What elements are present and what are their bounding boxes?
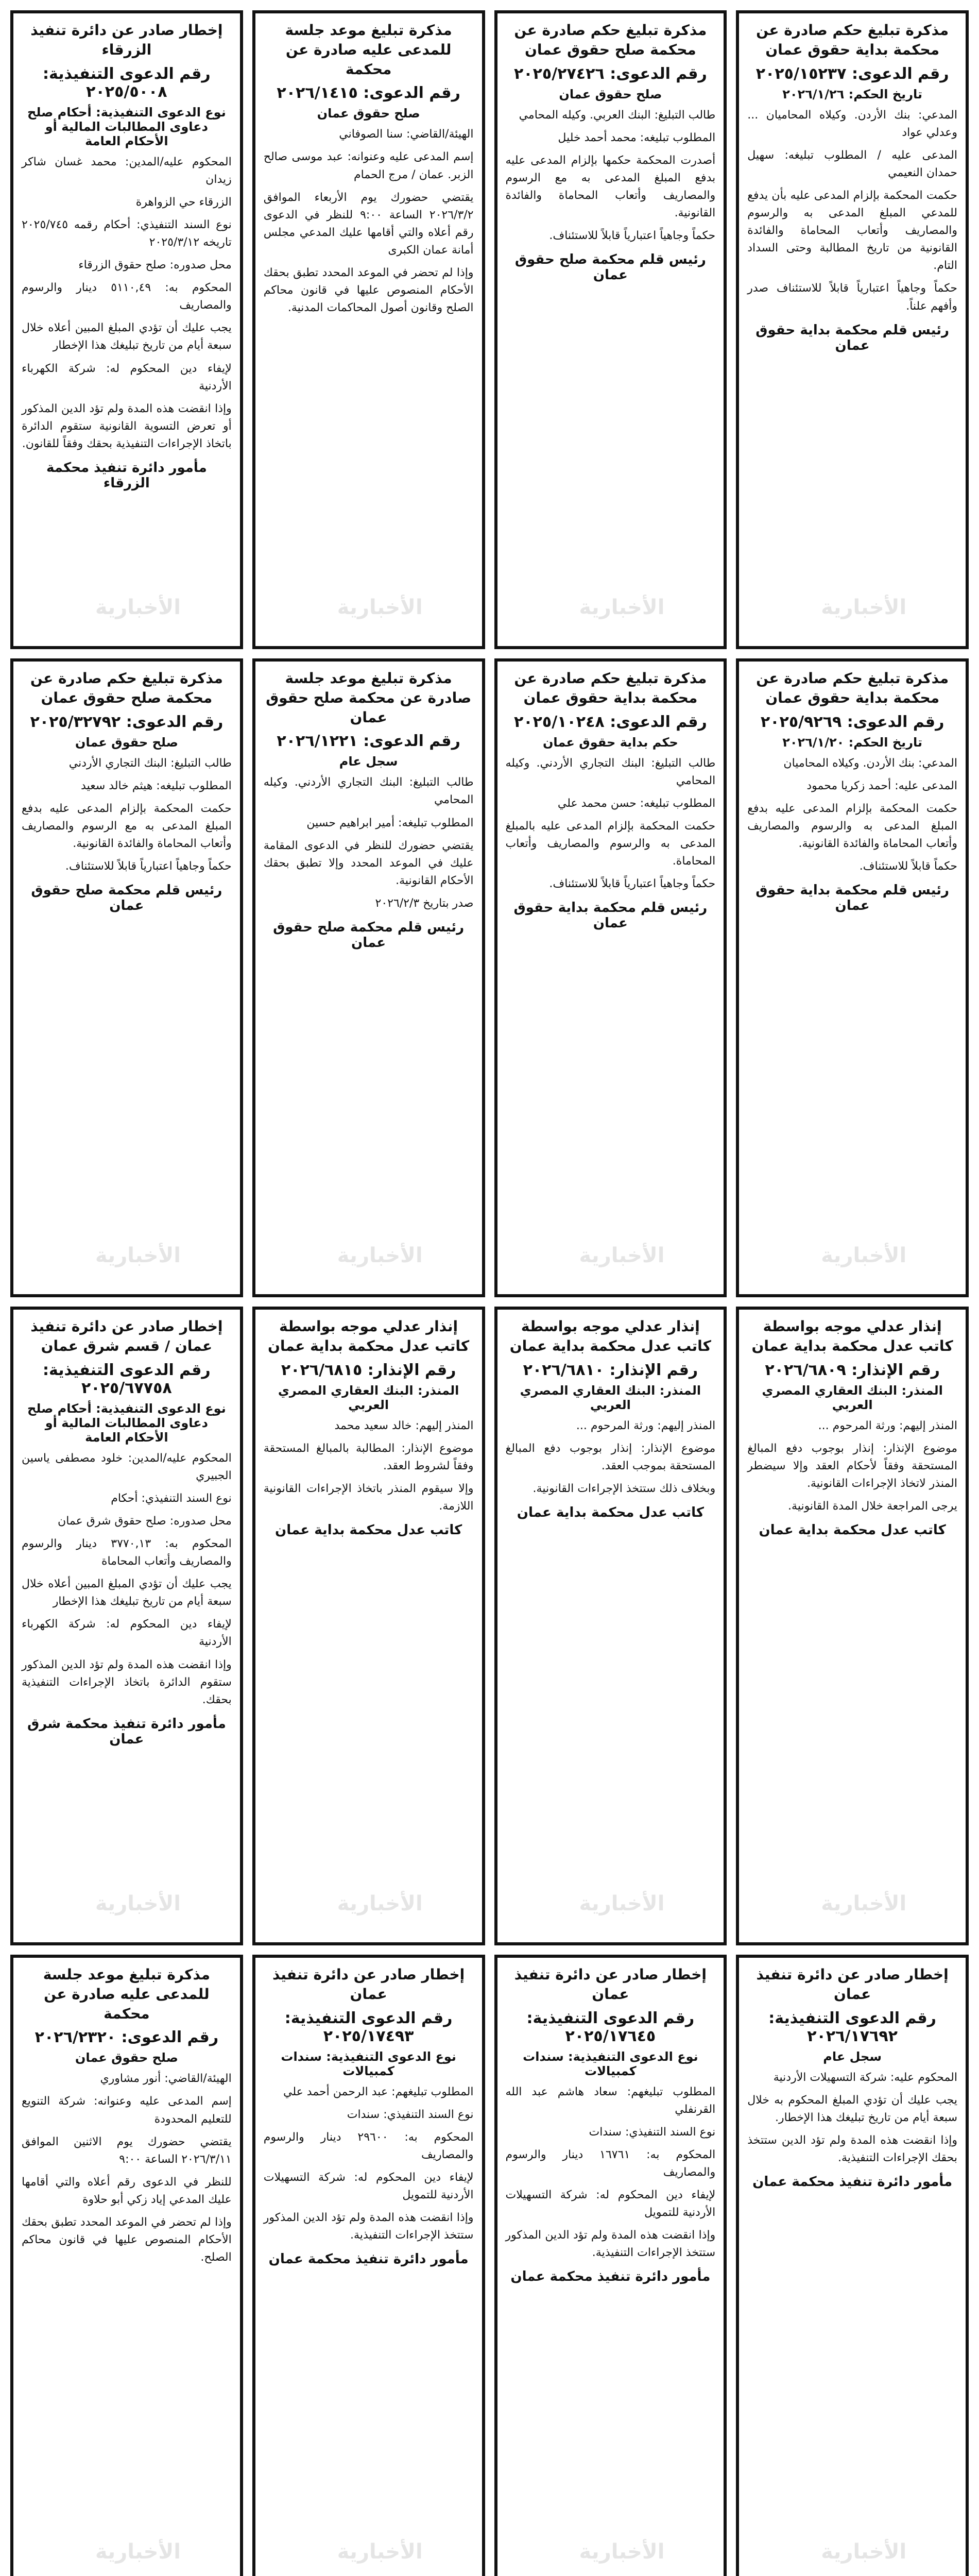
notice-heading: مذكرة تبليغ موعد جلسة للمدعى عليه صادرة عن محكمة [43, 1966, 210, 2022]
notice-paragraph: موضوع الإنذار: إنذار بوجوب دفع المبالغ المستحقة وفقاً لأحكام العقد وإلا سيضطر المنذر لاتخاذ الإجراءات القانونية. [747, 1442, 957, 1490]
notice-paragraph: المدعي: بنك الأردن. وكيلاه المحاميان [783, 756, 957, 770]
legal-notice [10, 10, 243, 649]
notice-paragraph: المنذر إليهم: ورثة المرحوم ... [576, 1419, 716, 1432]
notice-signature: رئيس قلم محكمة صلح حقوق عمان [514, 252, 706, 283]
watermark: الأخبارية [579, 1244, 665, 1267]
legal-notice [736, 10, 969, 649]
watermark: الأخبارية [337, 1892, 423, 1916]
notice-heading: إنذار عدلي موجه بواسطة كاتب عدل محكمة بداية عمان [751, 1318, 953, 1354]
notice-paragraph: أصدرت المحكمة حكمها بإلزام المدعى عليه بدفع المبلغ المدعى به مع الرسوم والمصاريف وأتعاب المحاماة والفائدة القانونية. [505, 154, 716, 220]
notice-subheading: المنذر: البنك العقاري المصري العربي [520, 1383, 701, 1412]
notice-heading: مذكرة تبليغ موعد جلسة للمدعى عليه صادرة عن محكمة [285, 22, 452, 78]
watermark: الأخبارية [337, 1244, 423, 1267]
notice-paragraph: المدعى عليه: أحمد زكريا محمود [806, 779, 957, 792]
notice-paragraph: وإذا لم تحضر في الموعد المحدد تطبق بحقك الأحكام المنصوص عليها في قانون محاكم الصلح وقانون أصول المحاكمات المدنية. [263, 266, 474, 315]
notice-case-number: رقم الدعوى: ٢٠٢٥/١٥٢٣٧ [755, 64, 949, 83]
legal-notice [494, 1955, 727, 2576]
notice-paragraph: المطلوب تبليغه: حسن محمد علي [557, 796, 716, 810]
notice-heading: مذكرة تبليغ حكم صادرة عن محكمة بداية حقوق عمان [514, 670, 707, 706]
notice-heading: مذكرة تبليغ حكم صادرة عن محكمة صلح حقوق عمان [30, 670, 223, 706]
notice-subheading: المنذر: البنك العقاري المصري العربي [762, 1383, 943, 1412]
notice-signature: رئيس قلم محكمة صلح حقوق عمان [31, 883, 222, 914]
notice-case-number: رقم الدعوى: ٢٠٢٥/١٠٢٤٨ [513, 713, 707, 731]
notice-paragraph: حكمت المحكمة بإلزام المدعى عليه بدفع المبلغ المدعى به والرسوم والمصاريف وأتعاب المحاماة والفائدة القانونية. [747, 802, 957, 850]
notice-heading: مذكرة تبليغ موعد جلسة صادرة عن محكمة صلح حقوق عمان [266, 670, 472, 726]
notices-grid [10, 10, 969, 2576]
notice-subheading: حكم بداية حقوق عمان [542, 735, 678, 750]
notice-paragraph: المحكوم به: ١٦٧٦١ دينار والرسوم والمصاريف [505, 2148, 716, 2179]
notice-heading: إخطار صادر عن دائرة تنفيذ عمان [756, 1966, 949, 2003]
notice-paragraph: المدعي: بنك الأردن. وكيلاه المحاميان ... وعدلي عواد [747, 108, 957, 139]
notice-subheading: تاريخ الحكم: ٢٠٢٦/١/٢٠ [782, 735, 923, 750]
notice-paragraph: المنذر إليهم: خالد سعيد محمد [334, 1419, 474, 1432]
notice-paragraph: حكمت المحكمة بإلزام المدعى عليه بأن يدفع للمدعي المبلغ المدعى به والرسوم والمصاريف وأتعاب المحاماة والفائدة القانونية من تاريخ المطالبة وحتى السداد التام. [747, 189, 957, 273]
notice-heading: إخطار صادر عن دائرة تنفيذ عمان [272, 1966, 465, 2003]
notice-subheading: صلح حقوق عمان [75, 735, 178, 750]
notice-paragraph: وإذا انقضت هذه المدة ولم تؤد الدين ستتخذ بحقك الإجراءات التنفيذية. [747, 2133, 957, 2164]
legal-notice [10, 1307, 243, 1945]
notice-paragraph: حكماً وجاهياً اعتبارياً قابلاً للاستئناف. [65, 860, 232, 873]
watermark: الأخبارية [95, 596, 181, 619]
notice-case-number: رقم الإنذار: ٢٠٢٦/٦٨١٥ [281, 1361, 456, 1379]
notice-subheading: تاريخ الحكم: ٢٠٢٦/١/٢٦ [782, 87, 923, 101]
notice-paragraph: وإذا انقضت هذه المدة ولم تؤد الدين المذكور ستقوم الدائرة باتخاذ الإجراءات التنفيذية بحقك. [22, 1658, 232, 1706]
watermark: الأخبارية [821, 596, 907, 619]
notice-paragraph: المدعى عليه / المطلوب تبليغه: سهيل حمدان النعيمي [747, 148, 957, 179]
notice-paragraph: طالب التبليغ: البنك التجاري الأردني. وكيله المحامي [263, 776, 474, 807]
notice-signature: مأمور دائرة تنفيذ محكمة شرق عمان [27, 1716, 226, 1747]
notice-paragraph: الزرقاء حي الزواهرة [135, 195, 232, 209]
legal-notice [10, 658, 243, 1297]
notice-paragraph: المحكوم به: ٣٧٧٠,١٣ دينار والرسوم والمصاريف وأتعاب المحاماة [22, 1537, 232, 1568]
notice-paragraph: لإيفاء دين المحكوم له: شركة التسهيلات الأردنية للتمويل [263, 2171, 474, 2202]
notice-paragraph: المحكوم عليه: شركة التسهيلات الأردنية [773, 2071, 957, 2084]
notice-heading: إنذار عدلي موجه بواسطة كاتب عدل محكمة بداية عمان [509, 1318, 711, 1354]
watermark: الأخبارية [821, 1244, 907, 1267]
notice-heading: مذكرة تبليغ حكم صادرة عن محكمة بداية حقوق عمان [756, 670, 949, 706]
watermark: الأخبارية [821, 1892, 907, 1916]
notice-subheading: نوع الدعوى التنفيذية: أحكام صلح دعاوى المطالبات المالية أو الأحكام العامة [27, 1401, 226, 1445]
notice-case-number: رقم الدعوى: ٢٠٢٥/٢٧٤٢٦ [513, 64, 707, 83]
notice-paragraph: نوع السند التنفيذي: سندات [347, 2108, 474, 2121]
notice-subheading: صلح حقوق عمان [559, 87, 662, 101]
notice-signature: كاتب عدل محكمة بداية عمان [517, 1504, 704, 1520]
notice-paragraph: وإذا انقضت هذه المدة ولم تؤد الدين المذكور ستتخذ الإجراءات التنفيذية. [263, 2211, 474, 2242]
notice-paragraph: المطلوب تبليغه: أمير ابراهيم حسين [306, 816, 474, 829]
notice-case-number: رقم الدعوى: ٢٠٢٦/٢٣٢٠ [35, 2028, 219, 2047]
notice-case-number: رقم الإنذار: ٢٠٢٦/٦٨٠٩ [765, 1361, 940, 1379]
watermark: الأخبارية [579, 1892, 665, 1916]
watermark: الأخبارية [821, 2540, 907, 2564]
notice-case-number: رقم الدعوى التنفيذية: ٢٠٢٥/٦٧٧٥٨ [43, 1361, 211, 1397]
notice-paragraph: يقتضي حضورك للنظر في الدعوى المقامة عليك في الموعد المحدد وإلا تطبق بحقك الأحكام القانونية. [263, 839, 474, 887]
notice-case-number: رقم الدعوى التنفيذية: ٢٠٢٥/١٧٤٩٣ [284, 2009, 453, 2045]
notice-paragraph: المطلوب تبليغه: هيثم خالد سعيد [81, 779, 232, 792]
notice-signature: رئيس قلم محكمة بداية حقوق عمان [755, 883, 949, 914]
notice-subheading: سجل عام [339, 754, 398, 769]
legal-notice [736, 1307, 969, 1945]
notice-paragraph: نوع السند التنفيذي: أحكام رقمه ٢٠٢٥/٧٤٥ تاريخه ٢٠٢٥/٣/١٢ [22, 218, 232, 249]
notice-paragraph: المنذر إليهم: ورثة المرحوم ... [818, 1419, 957, 1432]
notice-signature: رئيس قلم محكمة بداية حقوق عمان [513, 900, 708, 931]
notice-case-number: رقم الدعوى التنفيذية: ٢٠٢٥/٥٠٠٨ [43, 64, 211, 101]
notice-paragraph: لإيفاء دين المحكوم له: شركة الكهرباء الأردنية [22, 362, 232, 393]
notice-paragraph: يجب عليك أن تؤدي المبلغ المبين أعلاه خلال سبعة أيام من تاريخ تبليغك هذا الإخطار [22, 1578, 232, 1608]
notice-subheading: صلح حقوق عمان [317, 106, 420, 121]
notice-paragraph: حكمت المحكمة بإلزام المدعى عليه بدفع المبلغ المدعى به مع الرسوم والمصاريف وأتعاب المحاماة والفائدة القانونية. [22, 802, 232, 850]
notice-paragraph: يرجى المراجعة خلال المدة القانونية. [788, 1499, 957, 1513]
notice-paragraph: وإذا انقضت هذه المدة ولم تؤد الدين المذكور أو تعرض التسوية القانونية ستقوم الدائرة باتخاذ الإجراءات التنفيذية بحقك وفقاً للقانون. [22, 402, 232, 450]
notice-signature: كاتب عدل محكمة بداية عمان [275, 1522, 462, 1538]
watermark: الأخبارية [337, 2540, 423, 2564]
notice-subheading: نوع الدعوى التنفيذية: أحكام صلح دعاوى المطالبات المالية أو الأحكام العامة [27, 105, 226, 148]
notice-paragraph: محل صدوره: صلح حقوق شرق عمان [58, 1514, 232, 1528]
notice-signature: مأمور دائرة تنفيذ محكمة عمان [510, 2269, 711, 2285]
notice-subheading: صلح حقوق عمان [75, 2050, 178, 2065]
notice-paragraph: نوع السند التنفيذي: سندات [589, 2125, 716, 2139]
notice-subheading: سجل عام [823, 2049, 882, 2064]
notice-paragraph: الهيئة/القاضي: أنور مشاوري [100, 2072, 232, 2086]
legal-notice [736, 658, 969, 1297]
notice-case-number: رقم الدعوى: ٢٠٢٦/١٢٢١ [277, 732, 460, 751]
legal-notice [252, 1955, 485, 2576]
legal-notice [736, 1955, 969, 2576]
notice-paragraph: يقتضي حضورك يوم الأربعاء الموافق ٢٠٢٦/٣/٢ الساعة ٩:٠٠ للنظر في الدعوى رقم أعلاه والتي أقامها عليك المدعي مجلس أمانة عمان الكبرى [263, 191, 474, 257]
notice-case-number: رقم الدعوى: ٢٠٢٥/٣٢٧٩٢ [30, 713, 224, 731]
notice-paragraph: إسم المدعى عليه وعنوانه: عبد موسى صالح الزبر. عمان / مرج الحمام [263, 150, 474, 181]
notice-paragraph: نوع السند التنفيذي: أحكام [111, 1492, 232, 1505]
watermark: الأخبارية [95, 1244, 181, 1267]
notice-paragraph: المحكوم عليه/المدين: خلود مصطفى ياسين الجبيري [22, 1451, 232, 1482]
notice-paragraph: المطلوب تبليغه: محمد أحمد خليل [558, 131, 716, 144]
notice-paragraph: طالب التبليغ: البنك التجاري الأردني. وكيله المحامي [505, 756, 716, 787]
notice-case-number: رقم الدعوى: ٢٠٢٦/١٤١٥ [277, 84, 460, 103]
notice-subheading: نوع الدعوى التنفيذية: سندات كمبيالات [281, 2049, 456, 2078]
notice-paragraph: المطلوب تبليغهم: سعاد هاشم عبد الله القرنفلي [505, 2085, 716, 2116]
notice-paragraph: محل صدوره: صلح حقوق الزرقاء [78, 259, 232, 272]
notice-paragraph: إسم المدعى عليه وعنوانه: شركة التنويع للتعليم المحدودة [22, 2095, 232, 2126]
notice-paragraph: صدر بتاريخ ٢٠٢٦/٢/٣ [375, 896, 474, 910]
notice-paragraph: موضوع الإنذار: إنذار بوجوب دفع المبالغ المستحقة بموجب العقد. [505, 1442, 716, 1472]
watermark: الأخبارية [579, 596, 665, 619]
notice-signature: كاتب عدل محكمة بداية عمان [759, 1522, 946, 1538]
notice-signature: رئيس قلم محكمة صلح حقوق عمان [273, 920, 465, 951]
notice-signature: مأمور دائرة تنفيذ محكمة الزرقاء [46, 460, 207, 491]
notice-paragraph: وإذا لم تحضر في الموعد المحدد تطبق بحقك الأحكام المنصوص عليها في قانون محاكم الصلح. [22, 2216, 232, 2264]
legal-notice [494, 658, 727, 1297]
watermark: الأخبارية [337, 596, 423, 619]
notice-signature: مأمور دائرة تنفيذ محكمة عمان [268, 2251, 469, 2267]
notice-paragraph: لإيفاء دين المحكوم له: شركة التسهيلات الأردنية للتمويل [505, 2189, 716, 2219]
notice-heading: إخطار صادر عن دائرة تنفيذ الزرقاء [30, 22, 223, 58]
legal-notice [494, 10, 727, 649]
notice-case-number: رقم الدعوى التنفيذية: ٢٠٢٦/١٧٦٩٢ [768, 2009, 936, 2045]
notice-paragraph: حكماً قابلاً للاستئناف. [859, 860, 957, 873]
notice-paragraph: وبخلاف ذلك ستتخذ الإجراءات القانونية. [533, 1482, 716, 1495]
notice-paragraph: وإذا انقضت هذه المدة ولم تؤد الدين المذكور ستتخذ الإجراءات التنفيذية. [505, 2229, 716, 2260]
notice-paragraph: المطلوب تبليغهم: عبد الرحمن أحمد علي [283, 2085, 474, 2098]
watermark: الأخبارية [95, 2540, 181, 2564]
notice-paragraph: يجب عليك أن تؤدي المبلغ المبين أعلاه خلال سبعة أيام من تاريخ تبليغك هذا الإخطار [22, 321, 232, 352]
notice-case-number: رقم الدعوى التنفيذية: ٢٠٢٥/١٧٦٤٥ [526, 2009, 695, 2045]
notice-subheading: نوع الدعوى التنفيذية: سندات كمبيالات [523, 2049, 698, 2078]
notice-paragraph: وإلا سيقوم المنذر باتخاذ الإجراءات القانونية اللازمة. [263, 1482, 474, 1513]
notice-paragraph: لإيفاء دين المحكوم له: شركة الكهرباء الأردنية [22, 1618, 232, 1649]
notice-paragraph: حكماً وجاهياً اعتبارياً قابلاً للاستئناف صدر وأفهم علناً. [747, 282, 957, 313]
legal-notice [10, 1955, 243, 2576]
notice-paragraph: يجب عليك أن تؤدي المبلغ المحكوم به خلال سبعة أيام من تاريخ تبليغك هذا الإخطار. [747, 2093, 957, 2124]
notice-paragraph: المحكوم به: ٥١١٠,٤٩ دينار والرسوم والمصاريف [22, 281, 232, 312]
notice-paragraph: يقتضي حضورك يوم الاثنين الموافق ٢٠٢٦/٣/١١ الساعة ٩:٠٠ [22, 2135, 232, 2166]
notice-subheading: المنذر: البنك العقاري المصري العربي [278, 1383, 459, 1412]
notice-paragraph: طالب التبليغ: البنك العربي. وكيله المحامي [519, 108, 716, 122]
legal-notice [252, 10, 485, 649]
notice-heading: مذكرة تبليغ حكم صادرة عن محكمة صلح حقوق عمان [514, 22, 707, 58]
notice-paragraph: حكماً وجاهياً اعتبارياً قابلاً للاستئناف. [549, 877, 716, 891]
notice-heading: إنذار عدلي موجه بواسطة كاتب عدل محكمة بداية عمان [268, 1318, 470, 1354]
notice-signature: رئيس قلم محكمة بداية حقوق عمان [755, 322, 949, 353]
notice-paragraph: حكماً وجاهياً اعتبارياً قابلاً للاستئناف. [549, 229, 716, 243]
notice-paragraph: حكمت المحكمة بإلزام المدعى عليه بالمبلغ المدعى به والرسوم والمصاريف وأتعاب المحاماة. [505, 819, 716, 868]
legal-notice [252, 658, 485, 1297]
notice-paragraph: المحكوم عليه/المدين: محمد غسان شاكر زيدان [22, 155, 232, 186]
notice-paragraph: موضوع الإنذار: المطالبة بالمبالغ المستحقة وفقاً لشروط العقد. [263, 1442, 474, 1472]
notice-paragraph: الهيئة/القاضي: سنا الصوفاني [339, 128, 474, 141]
notice-heading: إخطار صادر عن دائرة تنفيذ عمان [514, 1966, 707, 2003]
watermark: الأخبارية [95, 1892, 181, 1916]
legal-notice [494, 1307, 727, 1945]
notice-paragraph: للنظر في الدعوى رقم أعلاه والتي أقامها عليك المدعي إياد زكي أبو حلاوة [22, 2175, 232, 2206]
notice-paragraph: طالب التبليغ: البنك التجاري الأردني [68, 756, 232, 770]
notice-paragraph: المحكوم به: ٢٩٦٠٠ دينار والرسوم والمصاريف [263, 2130, 474, 2161]
notice-case-number: رقم الدعوى: ٢٠٢٥/٩٢٦٩ [760, 713, 944, 731]
notice-case-number: رقم الإنذار: ٢٠٢٦/٦٨١٠ [523, 1361, 698, 1379]
notice-heading: مذكرة تبليغ حكم صادرة عن محكمة بداية حقوق عمان [756, 22, 949, 58]
watermark: الأخبارية [579, 2540, 665, 2564]
legal-notice [252, 1307, 485, 1945]
notice-heading: إخطار صادر عن دائرة تنفيذ عمان / قسم شرق عمان [30, 1318, 223, 1354]
notice-signature: مأمور دائرة تنفيذ محكمة عمان [752, 2174, 953, 2190]
